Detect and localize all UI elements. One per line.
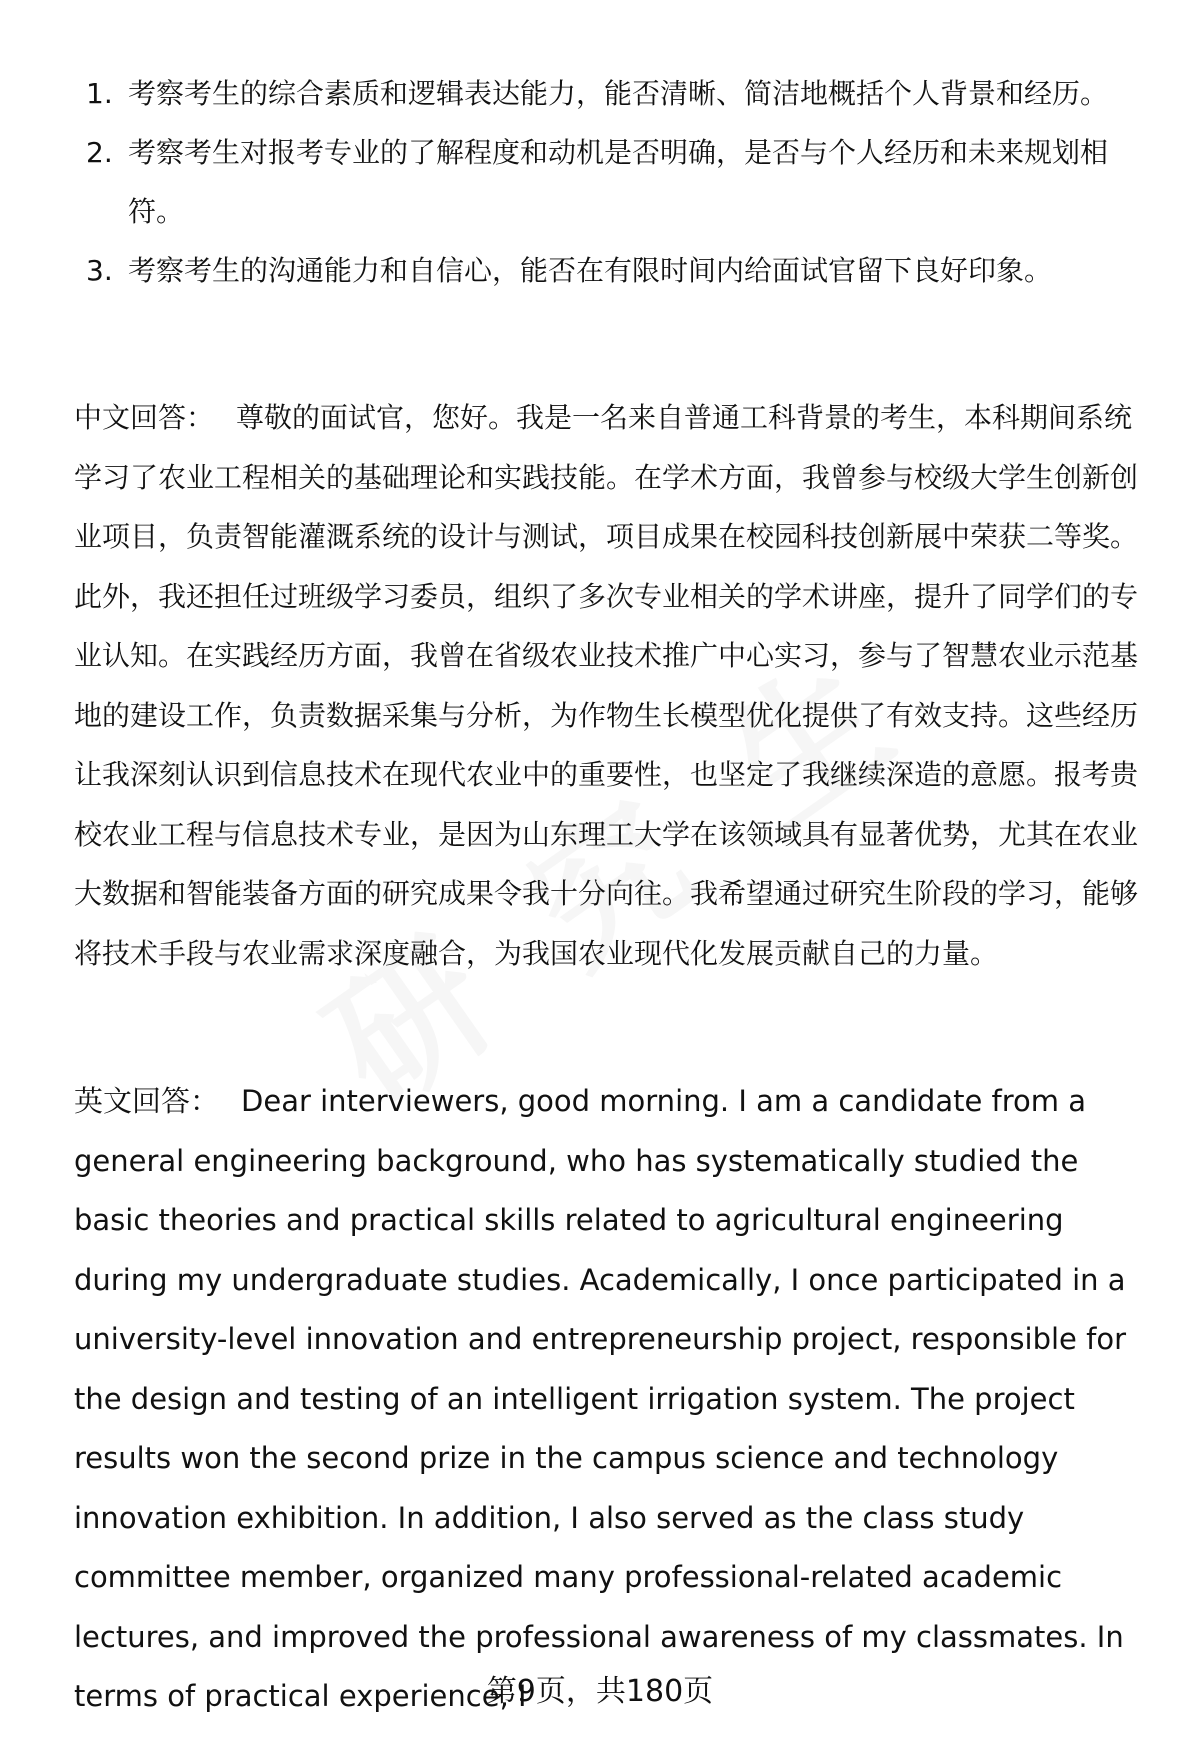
english-answer-text: Dear interviewers, good morning. I am a candidate from a general engineering background, who has systematically studied the basic theories and practical skills related to agricultural engineering during my undergraduate studies. Academically, I once participated in a university-level innovation and entrepreneurship project, responsible for the design and testing of an intelligent irrigation system. The project results won the second prize in the campus science and technology innovation exhibition. In addition, I also served as the class study committee member, organized many professional-related academic lectures, and improved the professional awareness of my classmates. In terms of practical experience, I <box>74 1084 1126 1713</box>
criteria-list <box>86 64 1146 300</box>
english-answer-label: 英文回答： <box>74 1084 220 1118</box>
criteria-item <box>86 64 1146 123</box>
page-number-footer: 第9页，共180页 <box>486 1674 714 1709</box>
criteria-text: 考察考生对报考专业的了解程度和动机是否明确，是否与个人经历和未来规划相符。 <box>128 136 1109 228</box>
criteria-text: 考察考生的沟通能力和自信心，能否在有限时间内给面试官留下良好印象。 <box>128 254 1053 287</box>
criteria-number: 2. <box>86 136 113 169</box>
chinese-answer-label: 中文回答： <box>74 401 215 434</box>
chinese-answer-text: 尊敬的面试官，您好。我是一名来自普通工科背景的考生，本科期间系统学习了农业工程相关的基础理论和实践技能。在学术方面，我曾参与校级大学生创新创业项目，负责智能灌溉系统的设计与测试，项目成果在校园科技创新展中荣获二等奖。此外，我还担任过班级学习委员，组织了多次专业相关的学术讲座，提升了同学们的专业认知。在实践经历方面，我曾在省级农业技术推广中心实习，参与了智慧农业示范基地的建设工作，负责数据采集与分析，为作物生长模型优化提供了有效支持。这些经历让我深刻认识到信息技术在现代农业中的重要性，也坚定了我继续深造的意愿。报考贵校农业工程与信息技术专业，是因为山东理工大学在该领域具有显著优势，尤其在农业大数据和智能装备方面的研究成果令我十分向往。我希望通过研究生阶段的学习，能够将技术手段与农业需求深度融合，为我国农业现代化发展贡献自己的力量。 <box>74 401 1139 970</box>
english-answer-paragraph <box>74 1072 1154 1727</box>
chinese-answer-paragraph <box>74 388 1154 983</box>
criteria-number: 3. <box>86 254 113 287</box>
criteria-number: 1. <box>86 77 113 110</box>
criteria-item <box>86 123 1146 241</box>
criteria-item <box>86 241 1146 300</box>
criteria-text: 考察考生的综合素质和逻辑表达能力，能否清晰、简洁地概括个人背景和经历。 <box>128 77 1109 110</box>
